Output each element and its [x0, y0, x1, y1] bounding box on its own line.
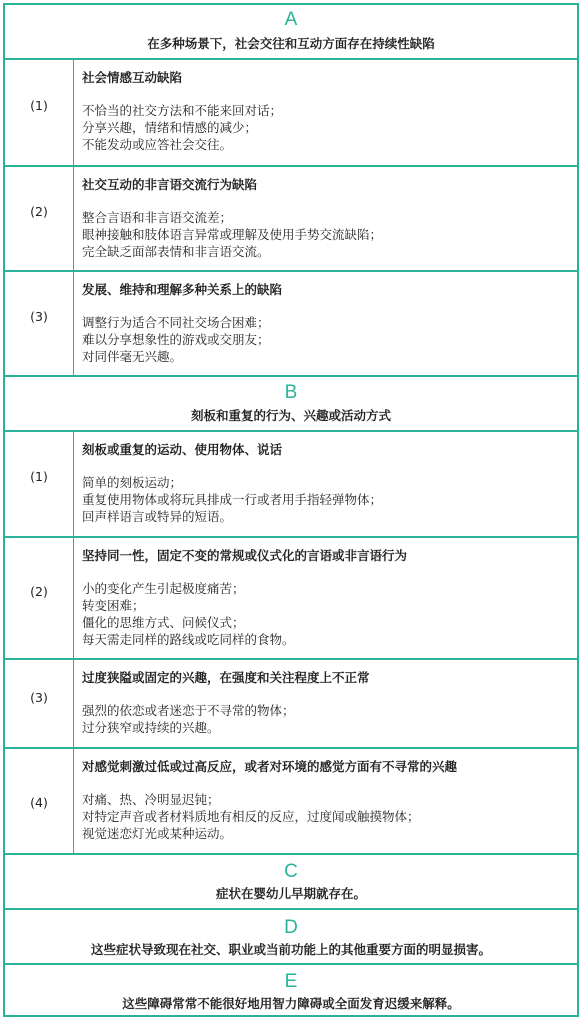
column-divider [73, 432, 74, 853]
section-b-title: 刻板和重复的行为、兴趣或活动方式 [190, 408, 391, 423]
item-heading: 发展、维持和理解多种关系上的缺陷 [82, 282, 283, 297]
section-e-letter: E [284, 971, 298, 992]
item-line: 整合言语和非言语交流差； [82, 210, 233, 225]
section-b-item-1 [5, 432, 577, 536]
section-b-header [5, 377, 577, 430]
section-d [5, 910, 577, 963]
item-heading: 社会情感互动缺陷 [82, 70, 183, 85]
item-line: 对同伴毫无兴趣。 [82, 349, 183, 364]
column-divider [73, 60, 74, 375]
item-heading: 刻板或重复的运动、使用物体、说话 [82, 442, 283, 457]
item-line: 难以分享想象性的游戏或交朋友； [82, 332, 270, 347]
item-line: 过分狭窄或持续的兴趣。 [82, 720, 220, 735]
item-heading: 坚持同一性，固定不变的常规或仪式化的言语或非言语行为 [82, 548, 408, 563]
section-c-title: 症状在婴幼儿早期就存在。 [215, 886, 366, 901]
section-e [5, 965, 577, 1015]
item-line: 视觉迷恋灯光或某种运动。 [82, 826, 233, 841]
item-number: (2) [30, 204, 48, 219]
section-a-item-2 [5, 167, 577, 270]
section-c-letter: C [284, 861, 298, 882]
item-number: (1) [30, 469, 48, 484]
item-line: 强烈的依恋或者迷恋于不寻常的物体； [82, 703, 295, 718]
item-line: 小的变化产生引起极度痛苦； [82, 581, 245, 596]
item-line: 简单的刻板运动； [82, 475, 183, 490]
item-number: (2) [30, 584, 48, 599]
item-line: 僵化的思维方式、问候仪式； [82, 615, 245, 630]
item-heading: 社交互动的非言语交流行为缺陷 [82, 177, 258, 192]
section-b-letter: B [284, 382, 298, 403]
item-number: (3) [30, 309, 48, 324]
item-line: 眼神接触和肢体语言异常或理解及使用手势交流缺陷； [82, 227, 383, 242]
item-line: 不能发动或应答社会交往。 [82, 137, 233, 152]
section-b-item-2 [5, 538, 577, 658]
item-heading: 对感觉刺激过低或过高反应，或者对环境的感觉方面有不寻常的兴趣 [82, 759, 458, 774]
section-a-title: 在多种场景下，社会交往和互动方面存在持续性缺陷 [147, 36, 435, 51]
section-a-letter: A [284, 9, 298, 30]
item-line: 转变困难； [82, 598, 145, 613]
item-line: 重复使用物体或将玩具排成一行或者用手指轻弹物体； [82, 492, 383, 507]
section-a-item-3 [5, 272, 577, 375]
section-d-title: 这些症状导致现在社交、职业或当前功能上的其他重要方面的明显损害。 [90, 942, 491, 957]
item-line: 调整行为适合不同社交场合困难； [82, 315, 270, 330]
section-b-item-3 [5, 660, 577, 747]
section-c [5, 855, 577, 908]
item-number: (3) [30, 690, 48, 705]
item-line: 回声样语言或特异的短语。 [82, 509, 233, 524]
item-line: 完全缺乏面部表情和非言语交流。 [82, 244, 270, 259]
item-heading: 过度狭隘或固定的兴趣，在强度和关注程度上不正常 [82, 670, 370, 685]
section-a-item-1 [5, 60, 577, 165]
item-line: 不恰当的社交方法和不能来回对话； [82, 103, 283, 118]
item-line: 分享兴趣，情绪和情感的减少； [82, 120, 258, 135]
section-a-header [5, 5, 577, 58]
item-line: 对特定声音或者材料质地有相反的反应，过度闻或触摸物体； [82, 809, 420, 824]
item-number: (1) [30, 98, 48, 113]
item-line: 每天需走同样的路线或吃同样的食物。 [82, 632, 295, 647]
section-e-title: 这些障碍常常不能很好地用智力障碍或全面发育迟缓来解释。 [122, 996, 460, 1011]
item-number: (4) [30, 795, 48, 810]
item-line: 对痛、热、冷明显迟钝； [82, 792, 220, 807]
criteria-table [3, 3, 579, 1017]
section-b-item-4 [5, 749, 577, 853]
section-d-letter: D [284, 917, 298, 938]
